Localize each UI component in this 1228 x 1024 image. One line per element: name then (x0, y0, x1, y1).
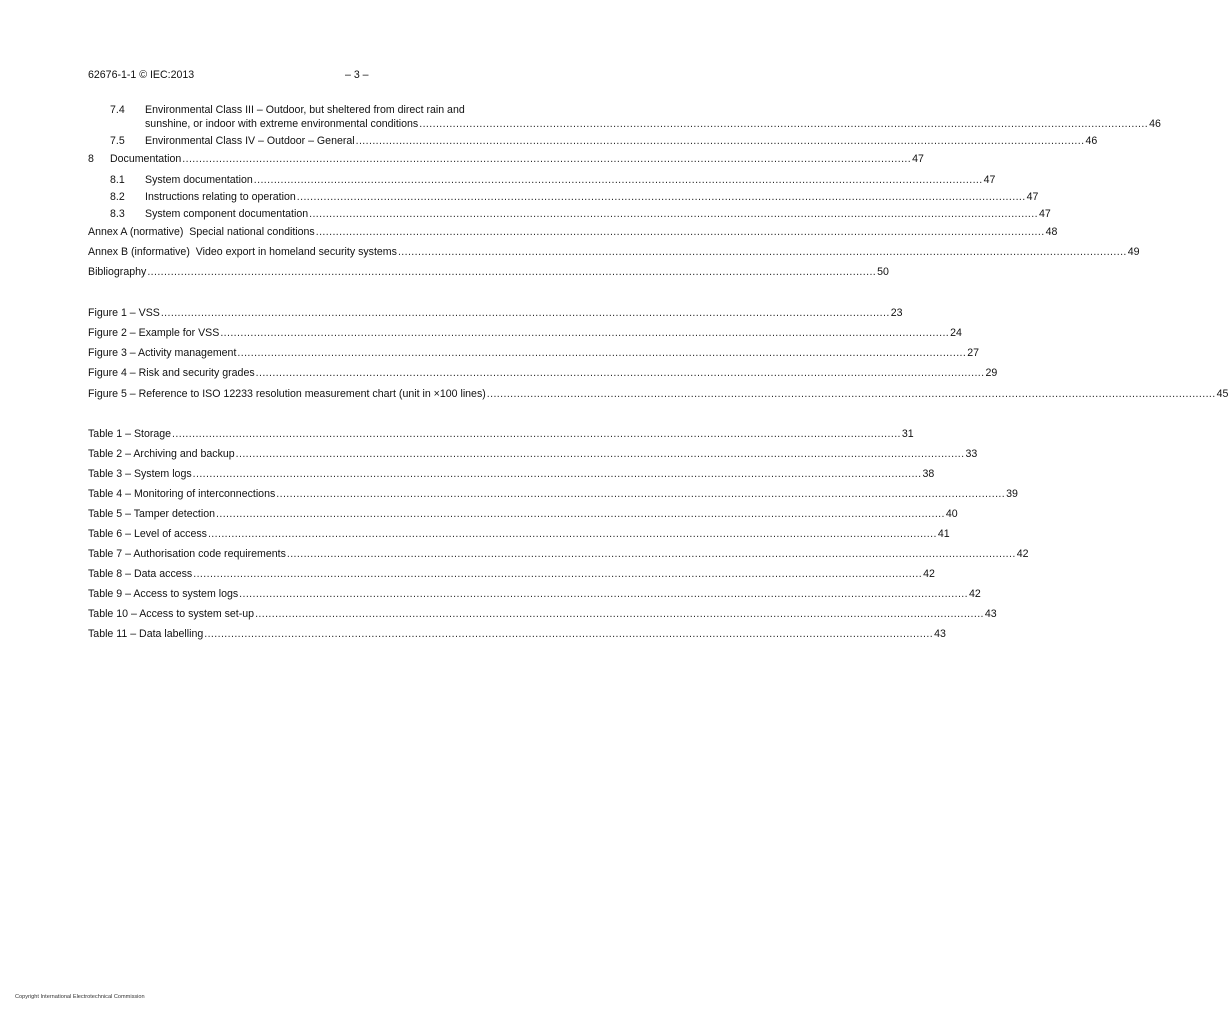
leader-dots (236, 448, 965, 461)
toc-entry-number: 7.5 (110, 135, 125, 147)
table-title: Table 9 – Access to system logs (88, 588, 239, 600)
figure-page-number: 24 (950, 327, 962, 339)
table-title: Table 6 – Level of access (88, 528, 207, 540)
figure-page-number: 23 (890, 307, 903, 319)
table-entry[interactable] (88, 448, 978, 461)
table-entry[interactable] (88, 608, 997, 621)
table-entry[interactable] (88, 528, 950, 541)
table-entry[interactable] (88, 428, 914, 441)
toc-entry-8-2[interactable] (110, 191, 1039, 204)
leader-dots (254, 174, 983, 187)
leader-dots (309, 208, 1038, 221)
copyright-footer: Copyright International Electrotechnical Commission (15, 994, 145, 1000)
table-entry[interactable] (88, 628, 946, 641)
leader-dots (220, 327, 949, 340)
table-page-number: 40 (945, 508, 958, 520)
leader-dots (356, 135, 1085, 148)
figure-title: Figure 4 – Risk and security grades (88, 367, 255, 379)
table-title: Table 10 – Access to system set-up (88, 608, 255, 620)
toc-page-number: 46 (1149, 118, 1161, 130)
figure-page-number: 45 (1216, 388, 1228, 400)
toc-entry-annex-b[interactable] (88, 246, 1140, 259)
toc-entry-8[interactable] (88, 153, 924, 166)
toc-page-number: 47 (1026, 191, 1039, 203)
table-page-number: 42 (1016, 548, 1029, 560)
leader-dots (237, 347, 966, 360)
leader-dots (419, 118, 1148, 131)
leader-dots (316, 226, 1045, 239)
table-page-number: 42 (923, 568, 935, 580)
table-page-number: 39 (1006, 488, 1018, 500)
table-title: Table 3 – System logs (88, 468, 192, 480)
figure-title: Figure 1 – VSS (88, 307, 160, 319)
figure-page-number: 27 (967, 347, 980, 359)
figure-page-number: 29 (985, 367, 998, 379)
table-page-number: 43 (984, 608, 997, 620)
table-entry[interactable] (88, 468, 935, 481)
leader-dots (255, 608, 984, 621)
leader-dots (193, 468, 922, 481)
leader-dots (147, 266, 876, 279)
toc-page-number: 47 (1038, 208, 1051, 220)
table-title: Table 4 – Monitoring of interconnections (88, 488, 276, 500)
toc-entry-bibliography[interactable] (88, 266, 889, 279)
leader-dots (182, 153, 911, 166)
toc-entry-title: Instructions relating to operation (145, 191, 296, 203)
document-id: 62676-1-1 © IEC:2013 (88, 69, 195, 81)
table-entry[interactable] (88, 588, 981, 601)
toc-entry-title: Documentation (110, 153, 182, 165)
table-page-number: 31 (901, 428, 914, 440)
toc-page-number: 49 (1127, 246, 1140, 258)
toc-entry-title-line2: sunshine, or indoor with extreme environmental conditions (145, 118, 419, 130)
leader-dots (487, 388, 1216, 401)
table-page-number: 33 (965, 448, 978, 460)
leader-dots (256, 367, 985, 380)
leader-dots (208, 528, 937, 541)
figure-title: Figure 5 – Reference to ISO 12233 resolution measurement chart (unit in ×100 lines) (88, 388, 486, 400)
toc-entry-line2 (145, 118, 1161, 131)
toc-entry-number: 7.4 (110, 104, 125, 116)
figure-entry[interactable] (88, 388, 1228, 401)
toc-entry-number: 8.2 (110, 191, 125, 203)
leader-dots (161, 307, 890, 320)
toc-page-number: 46 (1085, 135, 1098, 147)
figure-title: Figure 3 – Activity management (88, 347, 237, 359)
table-title: Table 8 – Data access (88, 568, 193, 580)
table-title: Table 7 – Authorisation code requirements (88, 548, 286, 560)
toc-entry-annex-a[interactable] (88, 226, 1058, 239)
toc-entry-title: Annex B (informative) Video export in homeland security systems (88, 246, 397, 258)
toc-entry-8-3[interactable] (110, 208, 1051, 221)
figure-entry[interactable] (88, 307, 903, 320)
table-title: Table 5 – Tamper detection (88, 508, 216, 520)
table-title: Table 11 – Data labelling (88, 628, 204, 640)
table-page-number: 41 (937, 528, 950, 540)
leader-dots (398, 246, 1127, 259)
table-page-number: 43 (934, 628, 946, 640)
toc-page-number: 47 (912, 153, 924, 165)
table-entry[interactable] (88, 568, 935, 581)
figure-title: Figure 2 – Example for VSS (88, 327, 220, 339)
toc-page-number: 47 (983, 174, 996, 186)
figure-entry[interactable] (88, 367, 998, 380)
toc-entry-number: 8 (88, 153, 94, 165)
toc-page-number: 48 (1045, 226, 1058, 238)
toc-entry-title: Bibliography (88, 266, 147, 278)
table-title: Table 1 – Storage (88, 428, 172, 440)
table-entry[interactable] (88, 548, 1029, 561)
page-number: – 3 – (345, 69, 369, 81)
toc-entry-title-line1: Environmental Class III – Outdoor, but sheltered from direct rain and (145, 104, 465, 116)
table-title: Table 2 – Archiving and backup (88, 448, 235, 460)
toc-entry-title: Annex A (normative) Special national conditions (88, 226, 315, 238)
toc-entry-title: System documentation (145, 174, 253, 186)
table-entry[interactable] (88, 508, 958, 521)
table-page-number: 42 (969, 588, 981, 600)
toc-entry-7-5[interactable] (110, 135, 1098, 148)
table-entry[interactable] (88, 488, 1018, 501)
figure-entry[interactable] (88, 327, 962, 340)
toc-entry-number: 8.1 (110, 174, 125, 186)
toc-entry-title: System component documentation (145, 208, 309, 220)
figure-entry[interactable] (88, 347, 980, 360)
table-page-number: 38 (922, 468, 935, 480)
leader-dots (276, 488, 1005, 501)
toc-entry-8-1[interactable] (110, 174, 996, 187)
toc-page-number: 50 (877, 266, 889, 278)
leader-dots (297, 191, 1026, 204)
toc-entry-title: Environmental Class IV – Outdoor – General (145, 135, 355, 147)
leader-dots (172, 428, 901, 441)
leader-dots (239, 588, 968, 601)
leader-dots (204, 628, 933, 641)
leader-dots (287, 548, 1016, 561)
leader-dots (216, 508, 945, 521)
toc-entry-number: 8.3 (110, 208, 125, 220)
leader-dots (193, 568, 922, 581)
